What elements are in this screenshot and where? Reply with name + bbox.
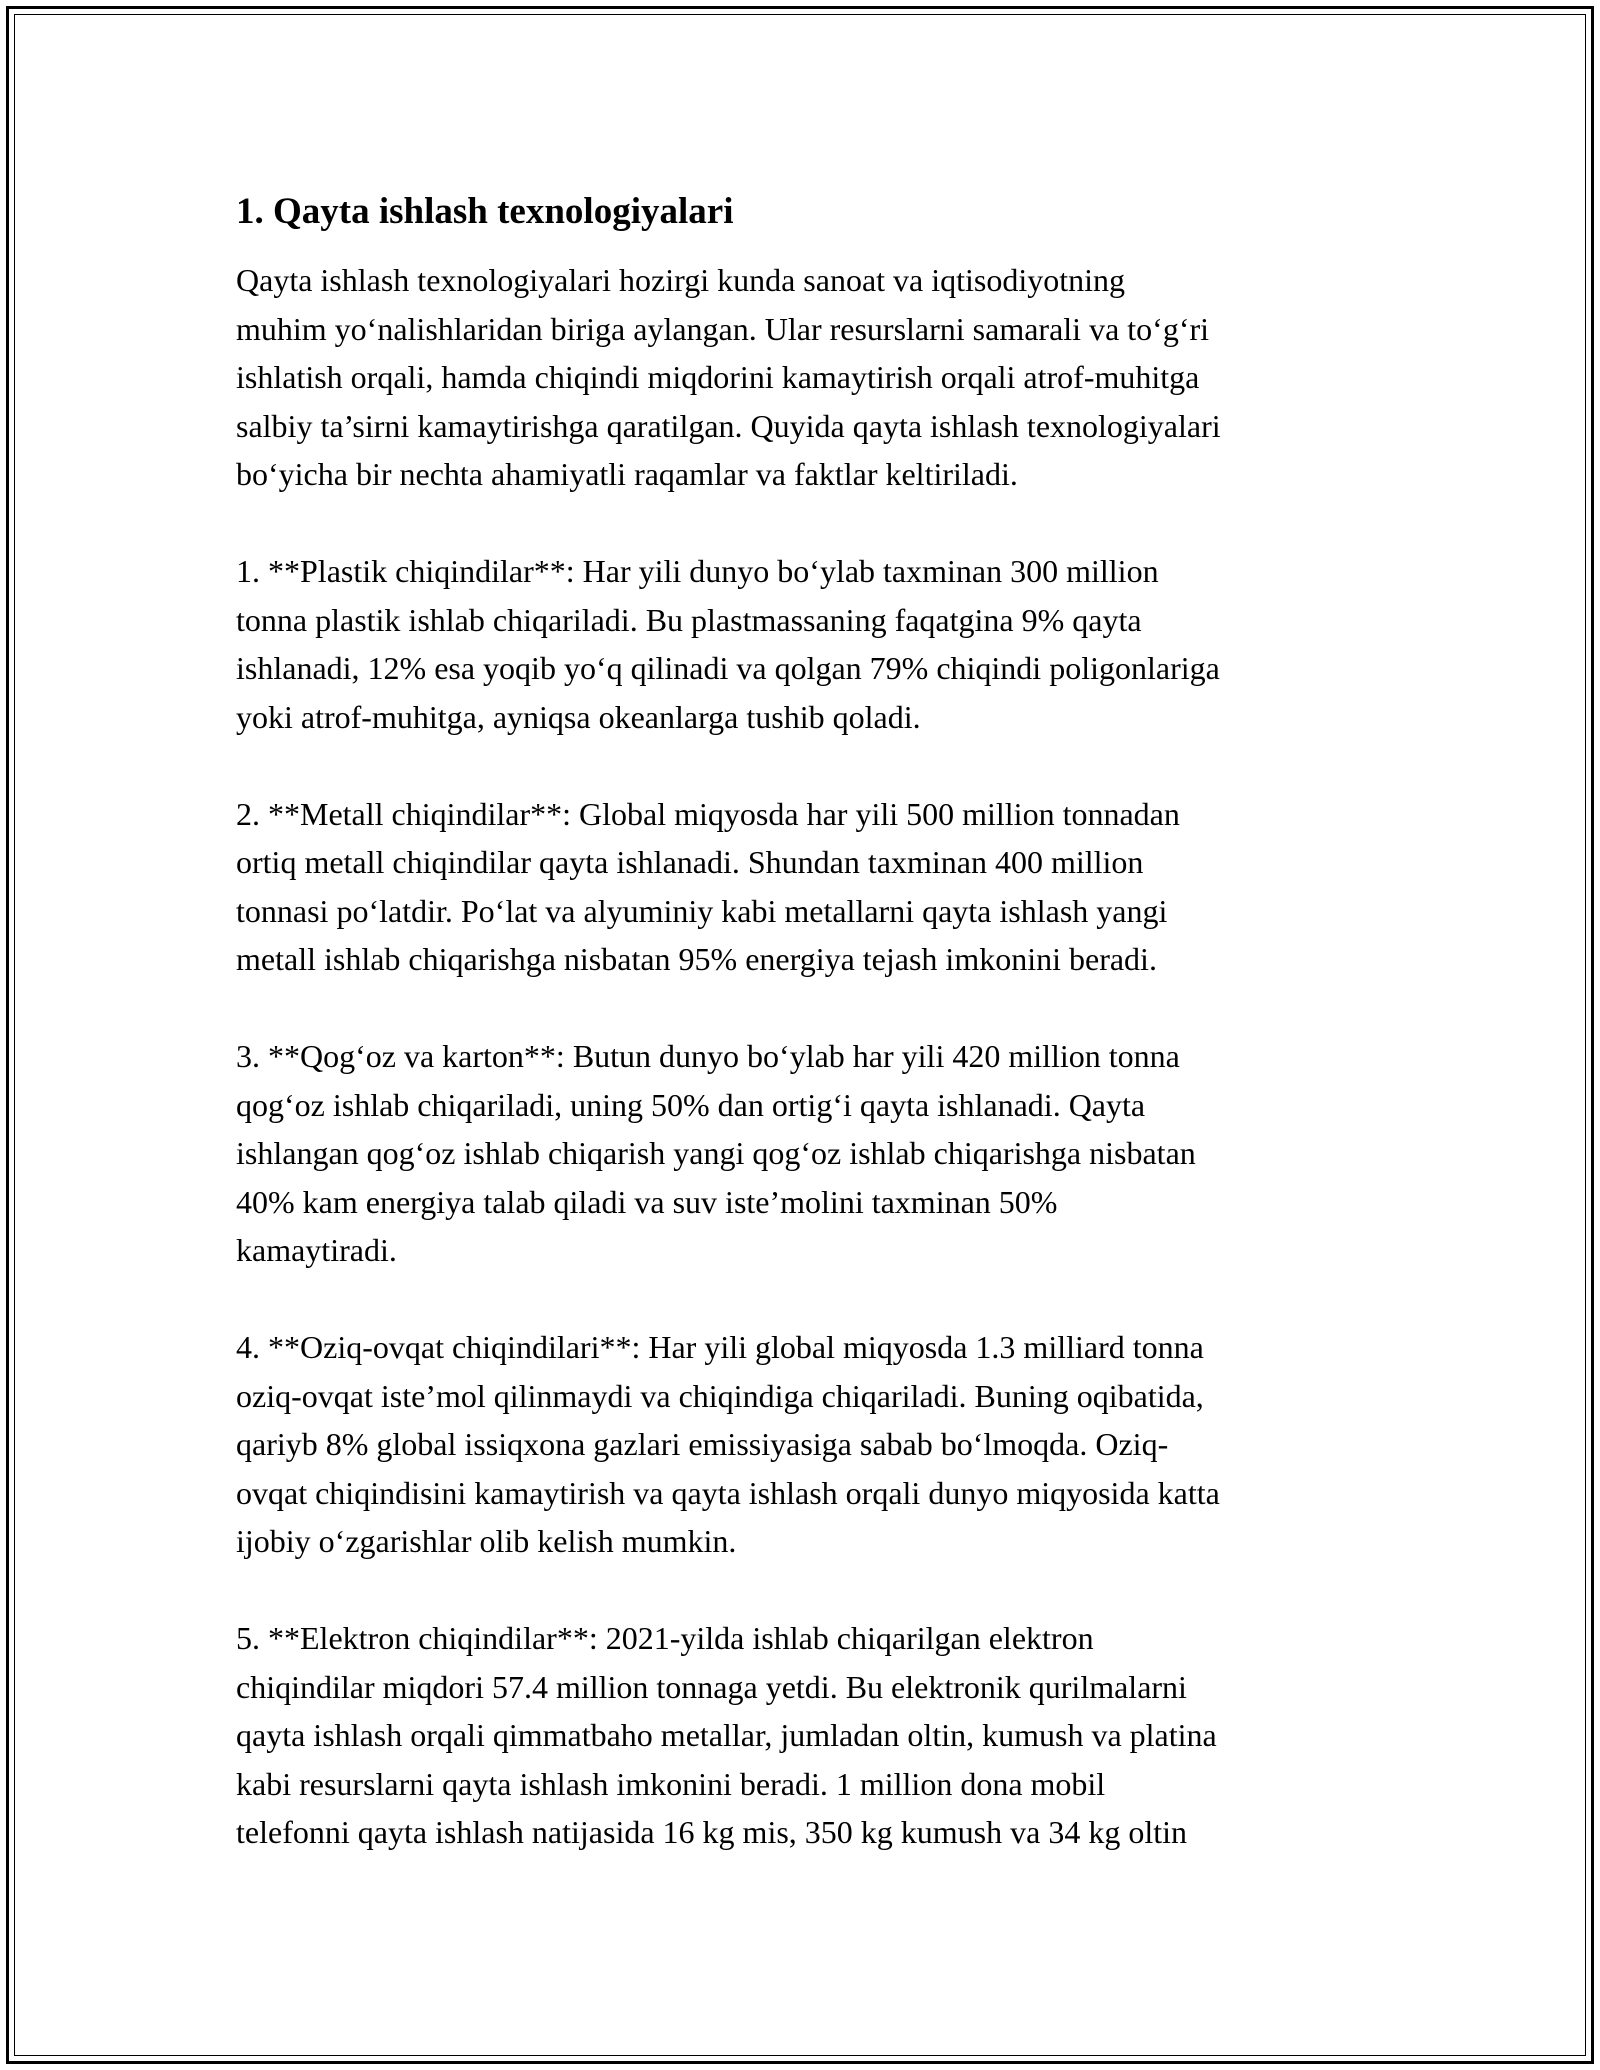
food-waste-paragraph: 4. **Oziq-ovqat chiqindilari**: Har yili global miqyosda 1.3 milliard tonna oziq-ovqat iste’mol qilinmaydi va chiqindiga chiqariladi. Buning oqibatida, qariyb 8% global issiqxona gazlari emissiyasiga sabab bo‘lmoqda. Oziq- ovqat chiqindisini kamaytirish va qayta ishlash orqali dunyo miqyosida katta ijobiy o‘zgarishlar olib kelish mumkin. — [236, 1329, 1220, 1559]
document-body — [236, 188, 1376, 1857]
metal-waste-paragraph: 2. **Metall chiqindilar**: Global miqyosda har yili 500 million tonnadan ortiq metall chiqindilar qayta ishlanadi. Shundan taxminan 400 million tonnasi po‘latdir. Po‘lat va alyuminiy kabi metallarni qayta ishlash yangi metall ishlab chiqarishga nisbatan 95% energiya tejash imkonini beradi. — [236, 795, 1180, 977]
section-heading: 1. Qayta ishlash texnologiyalari — [236, 191, 734, 232]
electronic-waste-paragraph: 5. **Elektron chiqindilar**: 2021-yilda ishlab chiqarilgan elektron chiqindilar miqdori 57.4 million tonnaga yetdi. Bu elektronik qurilmalarni qayta ishlash orqali qimmatbaho metallar, jumladan oltin, kumush va platina kabi resurslarni qayta ishlash imkonini beradi. 1 million dona mobil telefonni qayta ishlash natijasida 16 kg mis, 350 kg kumush va 34 kg oltin — [236, 1620, 1217, 1850]
plastic-waste-paragraph: 1. **Plastik chiqindilar**: Har yili dunyo bo‘ylab taxminan 300 million tonna plastik ishlab chiqariladi. Bu plastmassaning faqatgina 9% qayta ishlanadi, 12% esa yoqib yo‘q qilinadi va qolgan 79% chiqindi poligonlariga yoki atrof-muhitga, ayniqsa okeanlarga tushib qoladi. — [236, 553, 1220, 735]
intro-paragraph: Qayta ishlash texnologiyalari hozirgi kunda sanoat va iqtisodiyotning muhim yo‘nalishlaridan biriga aylangan. Ular resurslarni samarali va to‘g‘ri ishlatish orqali, hamda chiqindi miqdorini kamaytirish orqali atrof-muhitga salbiy ta’sirni kamaytirishga qaratilgan. Quyida qayta ishlash texnologiyalari bo‘yicha bir nechta ahamiyatli raqamlar va faktlar keltiriladi. — [236, 262, 1221, 492]
paper-cardboard-paragraph: 3. **Qog‘oz va karton**: Butun dunyo bo‘ylab har yili 420 million tonna qog‘oz ishlab chiqariladi, uning 50% dan ortig‘i qayta ishlanadi. Qayta ishlangan qog‘oz ishlab chiqarish yangi qog‘oz ishlab chiqarishga nisbatan 40% kam energiya talab qiladi va suv iste’molini taxminan 50% kamaytiradi. — [236, 1038, 1196, 1268]
